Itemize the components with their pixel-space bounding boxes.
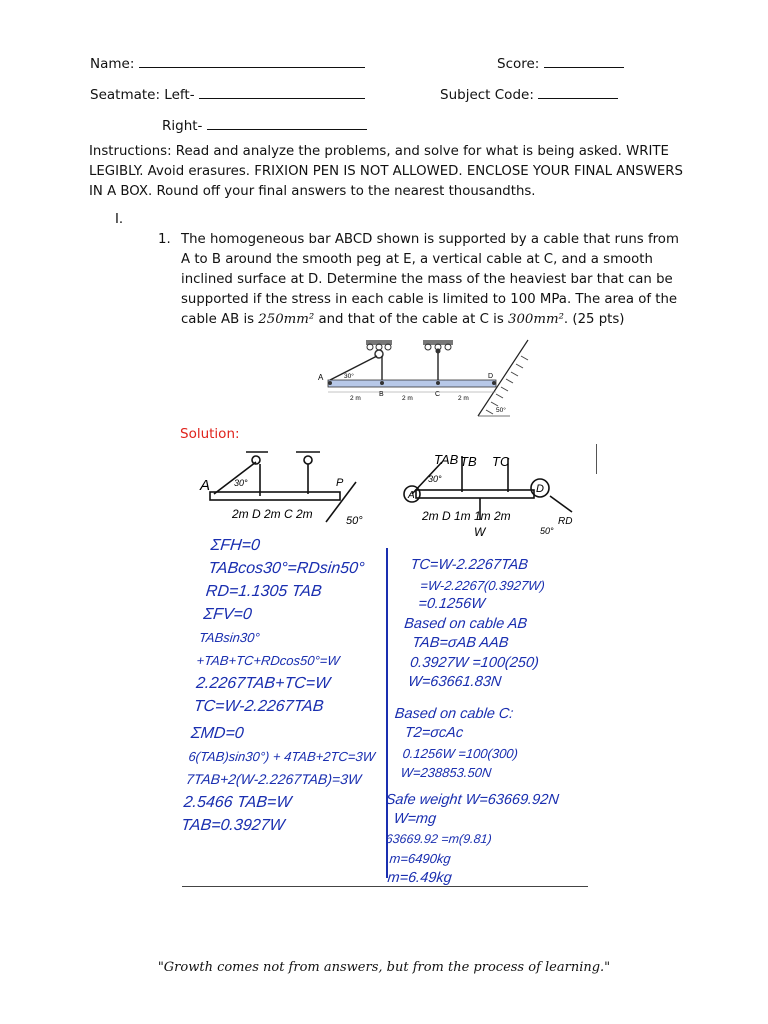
area-ab: 250mm² <box>258 312 315 327</box>
footer-quote: "Growth comes not from answers, but from the process of learning." <box>157 960 611 975</box>
work-right-line: m=6.49kg <box>386 869 453 886</box>
work-right-line: =0.1256W <box>417 596 486 612</box>
work-right <box>377 556 612 888</box>
angle-50-label: 50° <box>496 407 506 414</box>
peg-e-support <box>366 340 392 358</box>
sketch-right-fbd <box>400 448 590 544</box>
label-a: A <box>318 373 324 382</box>
fbd-angle2: 50° <box>540 526 554 536</box>
span-cd: 2 m <box>458 395 469 402</box>
work-left-line: TABsin30°+TAB+TC+RDcos50°=W <box>195 630 341 668</box>
instructions: Instructions: Read and analyze the problems, and solve for what is being asked. WRITE LEGIBLY. Avoid erasures. FRIXION PEN IS NOT ALLOWED. ENCLOSE YOUR FINAL ANSWERS IN A BOX. Round off your final answers to the nearest thousandths. <box>89 144 683 199</box>
score-blank[interactable] <box>544 54 624 68</box>
seatmate-right-blank[interactable] <box>207 116 367 130</box>
fbd-d: D <box>536 483 544 495</box>
work-right-line: Safe weight W=63669.92N <box>385 791 560 808</box>
problem-text-3: . (25 pts) <box>563 312 625 327</box>
problem-figure <box>310 336 530 426</box>
work-right-line: m=6490kg <box>388 851 452 866</box>
seatmate-right-field <box>162 116 367 134</box>
angle-30-label: 30° <box>344 373 354 380</box>
area-c: 300mm² <box>507 312 564 327</box>
subject-code-blank[interactable] <box>538 85 618 99</box>
fbd-tab: TAB <box>434 452 459 467</box>
span-bc: 2 m <box>402 395 413 402</box>
solution-label: Solution: <box>180 426 240 442</box>
subject-code-label: Subject Code: <box>440 87 534 103</box>
span-ab: 2 m <box>350 395 361 402</box>
margin-mark <box>596 444 597 474</box>
fbd-a: A <box>408 490 415 501</box>
section-label: I. <box>115 212 124 227</box>
seatmate-left-blank[interactable] <box>199 85 365 99</box>
name-blank[interactable] <box>139 54 365 68</box>
fbd-w: W <box>474 525 486 539</box>
solution-bottom-rule <box>182 886 588 887</box>
work-left-line: 7TAB+2(W-2.2267TAB)=3W <box>185 771 363 787</box>
sketch-left-angle: 30° <box>234 478 248 488</box>
work-right-line: W=mg <box>392 811 437 827</box>
problem-text-1: The homogeneous bar ABCD shown is supported by a cable that runs from A to B around the smooth peg at E, a vertical cable at C, and a smooth inclined surface at D. Determine the mass of the heaviest bar that can be supported if the stress in each cable is limited to 100 MPa. The area of the cable AB is <box>181 232 679 327</box>
fbd-tc: TC <box>492 454 510 469</box>
score-label: Score: <box>497 56 540 72</box>
work-right-line: 63669.92 =m(9.81) <box>385 831 493 846</box>
inclined-surface <box>478 340 528 416</box>
problem-number: 1. <box>158 232 171 247</box>
work-left-line: ΣFV=0 <box>202 606 253 623</box>
work-left-line: TAB=0.3927W <box>180 817 286 834</box>
name-label: Name: <box>90 56 135 72</box>
work-right-line: =W-2.2267(0.3927W) <box>419 577 546 593</box>
work-right-line: 0.3927W =100(250) <box>409 654 540 671</box>
label-d: D <box>488 373 494 380</box>
work-left <box>180 534 402 837</box>
sketch-left <box>196 444 366 530</box>
seatmate-left-field <box>90 85 365 103</box>
score-field <box>497 54 624 72</box>
work-right-line: 0.1256W =100(300) <box>401 745 519 761</box>
cable-c-support <box>423 340 453 354</box>
work-left-line: 6(TAB)sin30°) + 4TAB+2TC=3W <box>187 749 376 764</box>
work-right-line: TAB=σAB AAB <box>411 635 510 651</box>
bar-abcd <box>328 380 496 387</box>
name-field <box>90 54 365 72</box>
work-left-line: ΣMD=0 <box>190 725 245 742</box>
fbd-tb: TB <box>460 454 477 469</box>
fbd-spans: 2m D 1m 1m 2m <box>422 509 511 523</box>
problem-text-2: and that of the cable at C is <box>314 312 508 327</box>
work-right-line: W=238853.50N <box>399 765 493 780</box>
work-right-line: Based on cable C: <box>394 705 515 722</box>
work-right-line: T2=σcAc <box>404 725 464 741</box>
work-right-line: Based on cable AB <box>403 615 528 632</box>
sketch-left-a: A <box>200 477 211 494</box>
seatmate-left-label: Seatmate: Left- <box>90 87 195 103</box>
fbd-angle: 30° <box>428 474 442 484</box>
work-left-line: 2.2267TAB+TC=W <box>195 675 332 692</box>
work-left-line: TC=W-2.2267TAB <box>192 698 325 715</box>
work-left-line: 2.5466 TAB=W <box>182 794 293 811</box>
sketch-left-p: P <box>336 477 344 489</box>
work-left-line: RD=1.1305 TAB <box>204 583 323 600</box>
label-c: C <box>435 391 441 398</box>
sketch-left-angle2: 50° <box>346 515 363 527</box>
sketch-left-spans: 2m D 2m C 2m <box>232 507 313 521</box>
problem-text <box>181 230 681 330</box>
work-left-line: ΣFH=0 <box>209 537 261 554</box>
work-right-line: TC=W-2.2267TAB <box>409 557 529 573</box>
subject-code-field <box>440 85 618 103</box>
label-b: B <box>379 391 384 398</box>
work-right-line: W=63661.83N <box>407 674 503 690</box>
fbd-rd: RD <box>558 516 573 527</box>
seatmate-right-label: Right- <box>162 118 203 134</box>
work-left-line: TABcos30°=RDsin50° <box>207 560 366 577</box>
